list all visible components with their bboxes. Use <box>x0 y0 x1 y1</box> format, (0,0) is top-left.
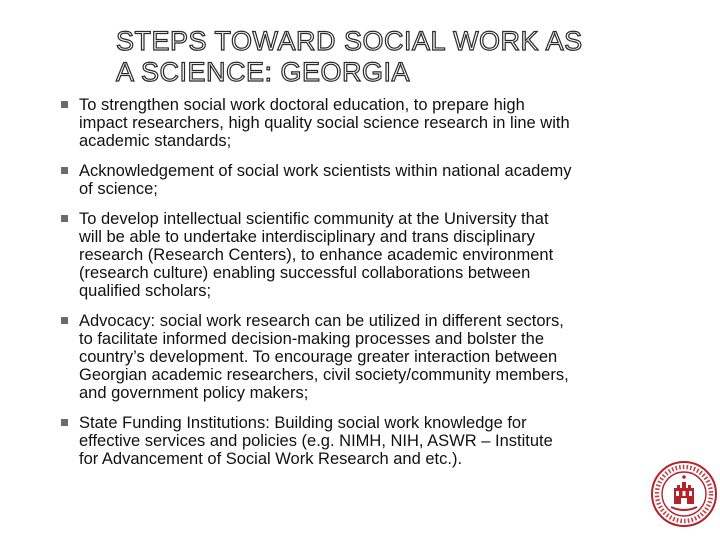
square-bullet-icon <box>61 419 68 426</box>
bullet-line: academic standards; <box>79 132 232 150</box>
bullet-line: To develop intellectual scientific community at the University that <box>79 210 549 228</box>
bullet-line: Advocacy: social work research can be utilized in different sectors, <box>79 312 564 330</box>
square-bullet-icon <box>61 167 68 174</box>
bullet-line: qualified scholars; <box>79 282 212 300</box>
bullet-line: to facilitate informed decision-making processes and bolster the <box>79 330 544 348</box>
bullet-item-advocacy <box>60 312 660 402</box>
bullet-item-academy-acknowledgement <box>60 162 660 198</box>
bullet-line: effective services and policies (e.g. NIMH, NIH, ASWR – Institute <box>79 432 553 450</box>
bullet-line: State Funding Institutions: Building social work knowledge for <box>79 414 527 432</box>
bullet-line: for Advancement of Social Work Research and etc.). <box>79 450 463 468</box>
bullet-line: of science; <box>79 180 158 198</box>
bullet-item-state-funding <box>60 414 660 468</box>
university-seal-icon <box>650 460 718 528</box>
square-bullet-icon <box>61 101 68 108</box>
bullet-line: will be able to undertake interdisciplinary and trans disciplinary <box>79 228 535 246</box>
bullet-line: impact researchers, high quality social science research in line with <box>79 114 570 132</box>
bullet-line: Acknowledgement of social work scientists within national academy <box>79 162 572 180</box>
slide-title <box>116 26 676 88</box>
bullet-line: research (Research Centers), to enhance academic environment <box>79 246 554 264</box>
title-line-2: A SCIENCE: GEORGIA <box>116 57 411 87</box>
bullet-line: To strengthen social work doctoral education, to prepare high <box>79 96 525 114</box>
bullet-list <box>60 96 660 468</box>
square-bullet-icon <box>61 317 68 324</box>
bullet-line: country’s development. To encourage greater interaction between <box>79 348 558 366</box>
bullet-item-doctoral-education <box>60 96 660 150</box>
bullet-line: (research culture) enabling successful collaborations between <box>79 264 531 282</box>
bullet-item-scientific-community <box>60 210 660 300</box>
title-line-1: STEPS TOWARD SOCIAL WORK AS <box>116 26 583 56</box>
bullet-line: Georgian academic researchers, civil society/community members, <box>79 366 569 384</box>
square-bullet-icon <box>61 215 68 222</box>
bullet-line: and government policy makers; <box>79 384 309 402</box>
